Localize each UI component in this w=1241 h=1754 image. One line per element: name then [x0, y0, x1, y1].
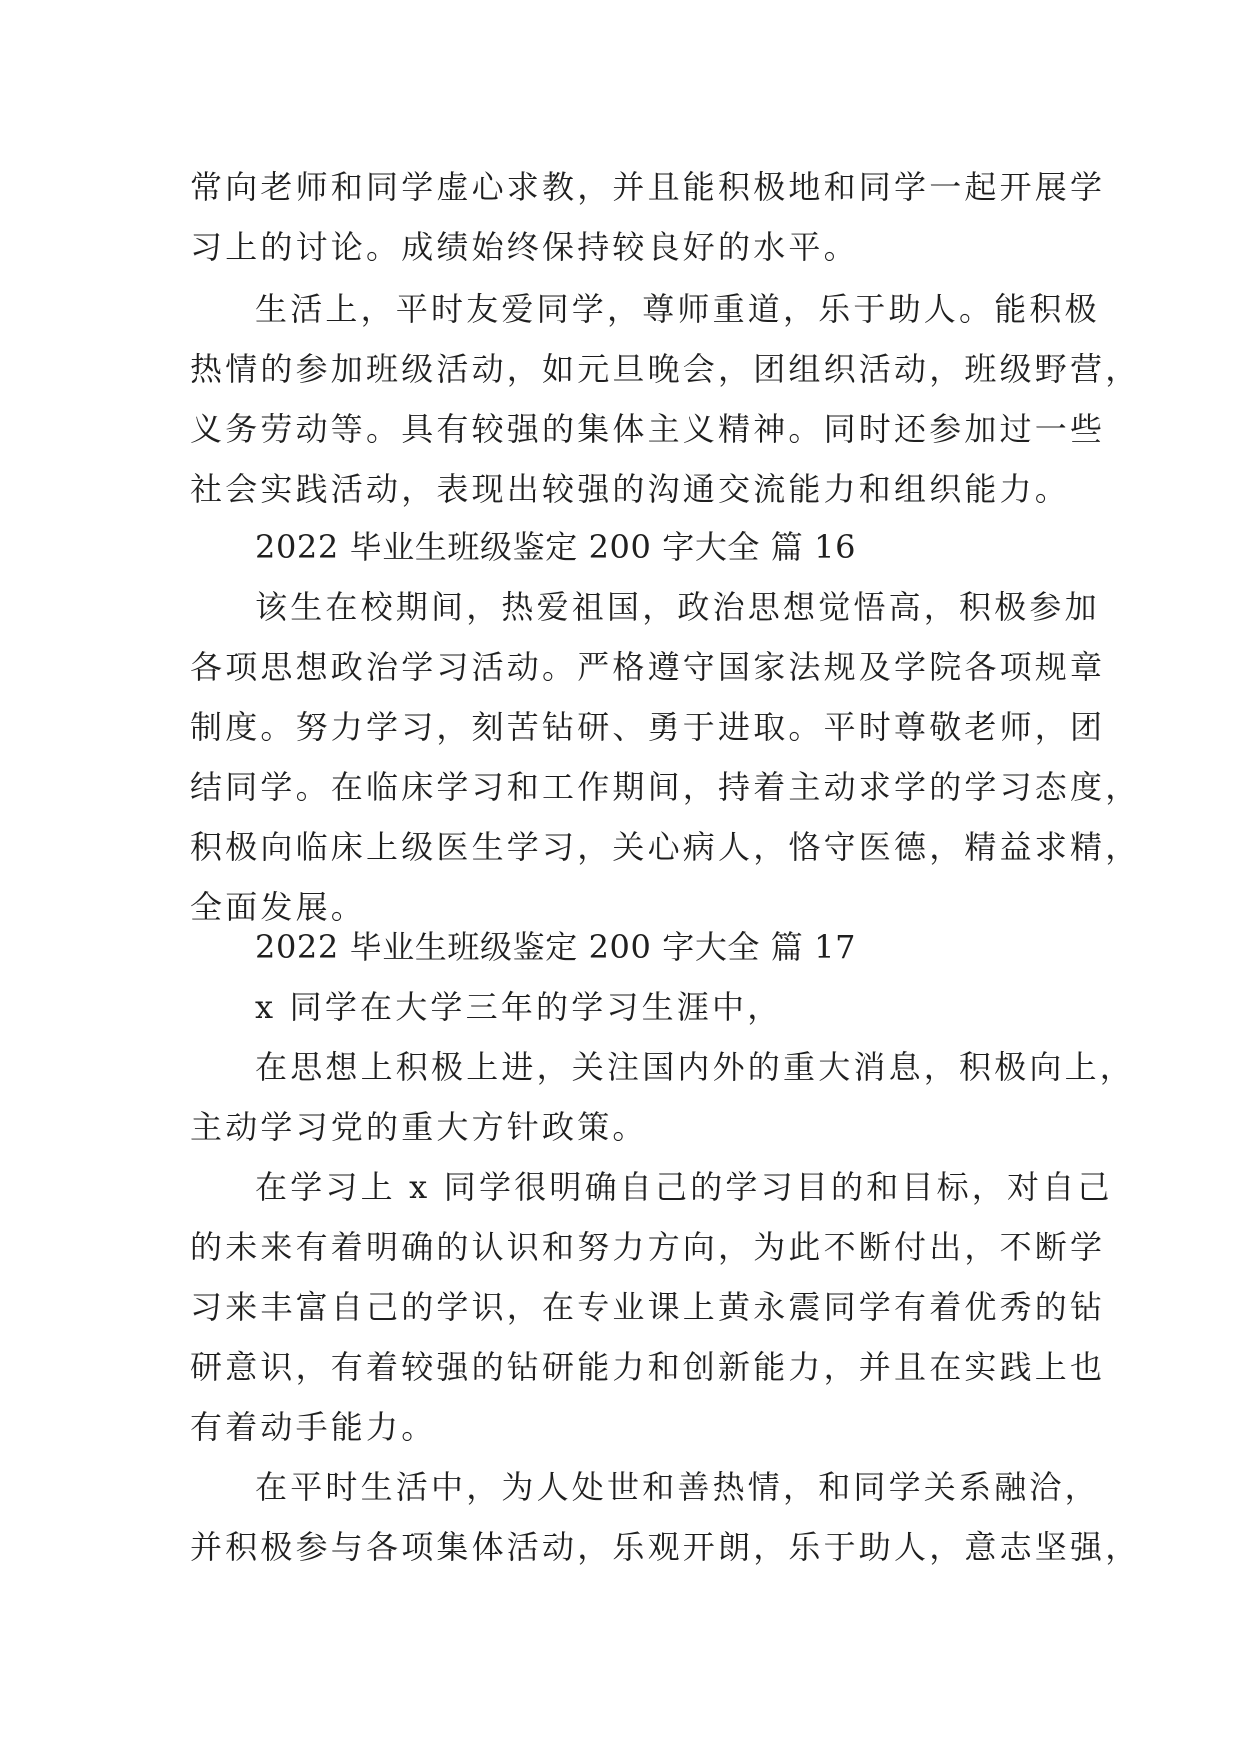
section-heading: 2022 毕业生班级鉴定 200 字大全 篇 17	[255, 928, 857, 966]
paragraph-start-line: 在思想上积极上进，关注国内外的重大消息，积极向上，	[255, 1048, 1136, 1086]
paragraph-start-line: x 同学在大学三年的学习生涯中，	[255, 988, 783, 1026]
body-text-line: 结同学。在临床学习和工作期间，持着主动求学的学习态度，	[190, 768, 1141, 806]
body-text-line: 并积极参与各项集体活动，乐观开朗，乐于助人，意志坚强，	[190, 1528, 1141, 1566]
paragraph-start-line: 生活上，平时友爱同学，尊师重道，乐于助人。能积极	[255, 290, 1100, 328]
body-text-line: 习上的讨论。成绩始终保持较良好的水平。	[190, 228, 859, 266]
body-text-line: 主动学习党的重大方针政策。	[190, 1108, 648, 1146]
paragraph-start-line: 在学习上 x 同学很明确自己的学习目的和目标，对自己	[255, 1168, 1113, 1206]
body-text-line: 研意识，有着较强的钻研能力和创新能力，并且在实践上也	[190, 1348, 1106, 1386]
body-text-line: 义务劳动等。具有较强的集体主义精神。同时还参加过一些	[190, 410, 1106, 448]
body-text-line: 习来丰富自己的学识，在专业课上黄永震同学有着优秀的钻	[190, 1288, 1106, 1326]
body-text-line: 的未来有着明确的认识和努力方向，为此不断付出，不断学	[190, 1228, 1106, 1266]
body-text-line: 制度。努力学习，刻苦钻研、勇于进取。平时尊敬老师，团	[190, 708, 1106, 746]
body-text-line: 全面发展。	[190, 888, 367, 926]
body-text-line: 积极向临床上级医生学习，关心病人，恪守医德，精益求精，	[190, 828, 1141, 866]
body-text-line: 热情的参加班级活动，如元旦晚会，团组织活动，班级野营，	[190, 350, 1141, 388]
body-text-line: 社会实践活动，表现出较强的沟通交流能力和组织能力。	[190, 470, 1071, 508]
body-text-line: 各项思想政治学习活动。严格遵守国家法规及学院各项规章	[190, 648, 1106, 686]
section-heading: 2022 毕业生班级鉴定 200 字大全 篇 16	[255, 528, 857, 566]
body-text-line: 常向老师和同学虚心求教，并且能积极地和同学一起开展学	[190, 168, 1106, 206]
paragraph-start-line: 该生在校期间，热爱祖国，政治思想觉悟高，积极参加	[255, 588, 1100, 626]
body-text-line: 有着动手能力。	[190, 1408, 437, 1446]
paragraph-start-line: 在平时生活中，为人处世和善热情，和同学关系融洽，	[255, 1468, 1100, 1506]
